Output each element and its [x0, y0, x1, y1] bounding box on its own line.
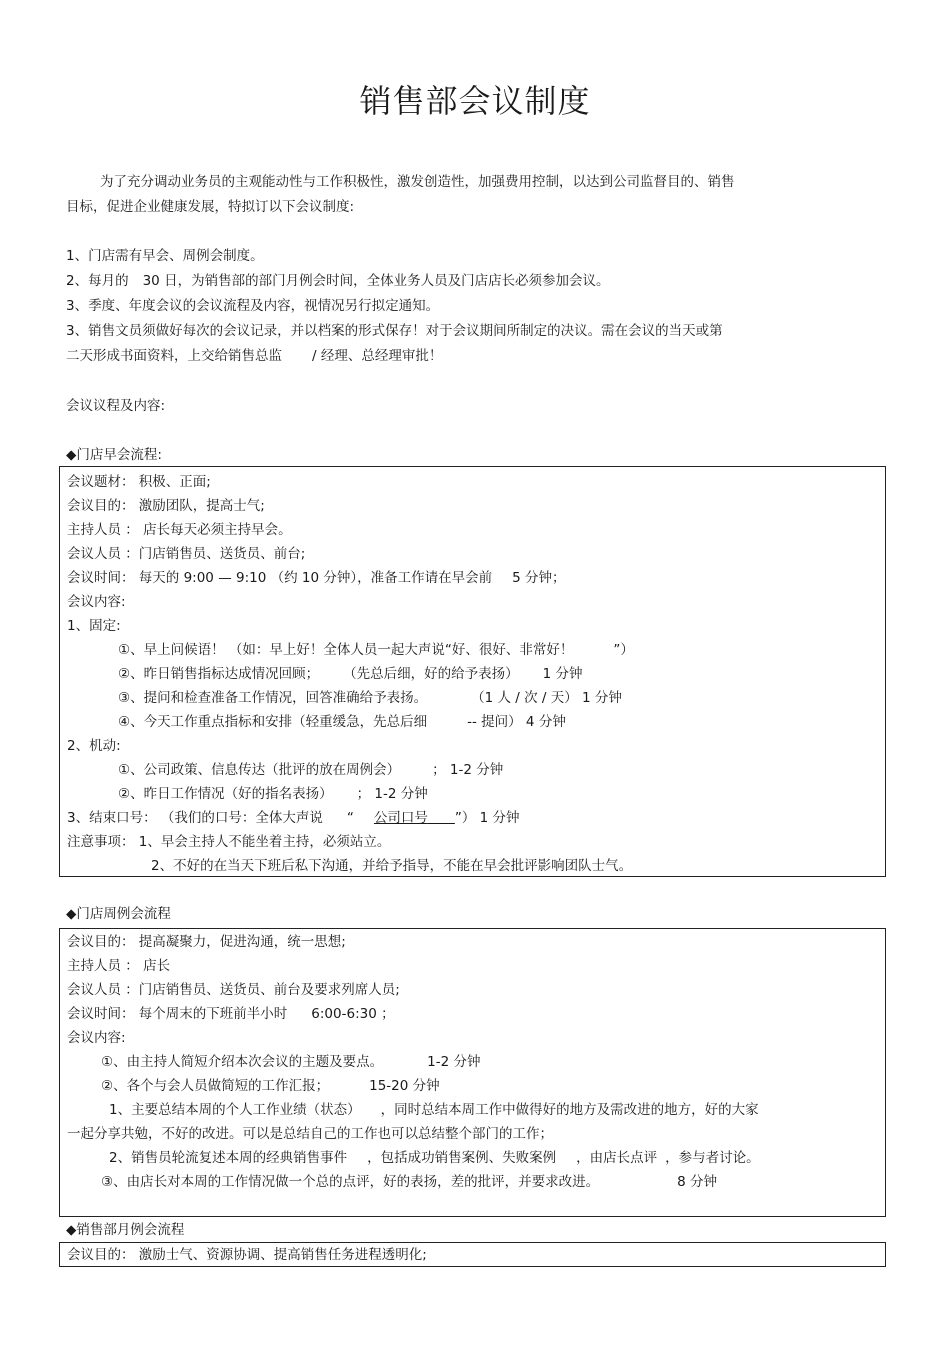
- intro-line-2: 目标，促进企业健康发展，特拟订以下会议制度:: [66, 199, 355, 215]
- weekly-item-2: ②、各个与会人员做简短的工作汇报； 15-20 分钟: [101, 1078, 440, 1094]
- morning-content-label: 会议内容:: [67, 594, 126, 610]
- intro-line-1: 为了充分调动业务员的主观能动性与工作积极性，激发创造性，加强费用控制，以达到公司监督目的、销售: [100, 174, 735, 190]
- morning-fixed-item-4: ④、今天工作重点指标和安排（轻重缓急，先总后细 -- 提问） 4 分钟: [118, 714, 566, 730]
- slogan-blank: 公司口号: [373, 810, 428, 826]
- weekly-time: 会议时间： 每个周末的下班前半小时 6:00-6:30 ；: [67, 1006, 395, 1022]
- monthly-meeting-heading: ◆销售部月例会流程: [66, 1222, 185, 1238]
- morning-topic: 会议题材： 积极、正面;: [67, 474, 211, 490]
- weekly-attendees: 会议人员 ：门店销售员、送货员、前台及要求列席人员;: [67, 982, 400, 998]
- morning-flex-item-2: ②、昨日工作情况（好的指名表扬） ； 1-2 分钟: [118, 786, 428, 802]
- morning-time: 会议时间： 每天的 9:00 — 9:10 （约 10 分钟），准备工作请在早会前 5 分钟；: [67, 570, 566, 586]
- morning-fixed-item-3: ③、提问和检查准备工作情况，回答准确给予表扬。 （1 人 / 次 / 天） 1 分钟: [118, 690, 622, 706]
- rule-2: 2、每月的 30 日，为销售部的部门月例会时间，全体业务人员及门店店长必须参加会议。: [66, 273, 610, 289]
- morning-fixed-item-2: ②、昨日销售指标达成情况回顾； （先总后细，好的给予表扬） 1 分钟: [118, 666, 583, 682]
- agenda-heading: 会议议程及内容:: [66, 398, 166, 414]
- weekly-host: 主持人员 ： 店长: [67, 958, 171, 974]
- rule-1: 1、门店需有早会、周例会制度。: [66, 248, 264, 264]
- weekly-content-label: 会议内容:: [67, 1030, 126, 1046]
- weekly-goal: 会议目的： 提高凝聚力，促进沟通，统一思想;: [67, 934, 346, 950]
- morning-host: 主持人员 ： 店长每天必须主持早会。: [67, 522, 292, 538]
- morning-meeting-heading: ◆门店早会流程:: [66, 447, 162, 463]
- morning-goal: 会议目的： 激励团队，提高士气;: [67, 498, 265, 514]
- weekly-sub-item-2: 2、销售员轮流复述本周的经典销售事件 ，包括成功销售案例、失败案例 ，由店长点评 ，参与者讨论。: [109, 1150, 760, 1166]
- morning-closing-slogan: 3、结束口号： （我们的口号：全体大声说 “ 公司口号 ”） 1 分钟: [67, 810, 520, 826]
- weekly-sub-item-1: 1、主要总结本周的个人工作业绩（状态） ，同时总结本周工作中做得好的地方及需改进的地方，好的大家: [109, 1102, 759, 1118]
- morning-attendees: 会议人员 ：门店销售员、送货员、前台;: [67, 546, 306, 562]
- rule-3: 3、季度、年度会议的会议流程及内容，视情况另行拟定通知。: [66, 298, 440, 314]
- morning-fixed-label: 1、固定:: [67, 618, 121, 634]
- weekly-item-3: ③、由店长对本周的工作情况做一个总的点评，好的表扬，差的批评，并要求改进。 8 分钟: [101, 1174, 717, 1190]
- morning-note-1: 注意事项： 1、早会主持人不能坐着主持，必须站立。: [67, 834, 391, 850]
- document-title: 销售部会议制度: [359, 82, 591, 120]
- monthly-goal: 会议目的： 激励士气、资源协调、提高销售任务进程透明化;: [67, 1247, 427, 1263]
- morning-meeting-box: [59, 466, 886, 877]
- weekly-meeting-heading: ◆门店周例会流程: [66, 906, 171, 922]
- rule-4: 3、销售文员须做好每次的会议记录，并以档案的形式保存！对于会议期间所制定的决议。需在会议的当天或第: [66, 323, 723, 339]
- weekly-item-1: ①、由主持人简短介绍本次会议的主题及要点。 1-2 分钟: [101, 1054, 481, 1070]
- monthly-meeting-box: [59, 1242, 886, 1267]
- morning-fixed-item-1: ①、早上问候语！ （如：早上好！全体人员一起大声说“好、很好、非常好！ ”）: [118, 642, 634, 658]
- morning-note-2: 2、不好的在当天下班后私下沟通，并给予指导，不能在早会批评影响团队士气。: [151, 858, 633, 874]
- rule-4-continued: 二天形成书面资料，上交给销售总监 / 经理、总经理审批！: [66, 348, 443, 364]
- morning-flex-item-1: ①、公司政策、信息传达（批评的放在周例会） ； 1-2 分钟: [118, 762, 504, 778]
- weekly-meeting-box: [59, 928, 886, 1217]
- morning-flex-label: 2、机动:: [67, 738, 121, 754]
- weekly-sub-item-1-continued: 一起分享共勉，不好的改进。可以是总结自己的工作也可以总结整个部门的工作；: [67, 1126, 553, 1142]
